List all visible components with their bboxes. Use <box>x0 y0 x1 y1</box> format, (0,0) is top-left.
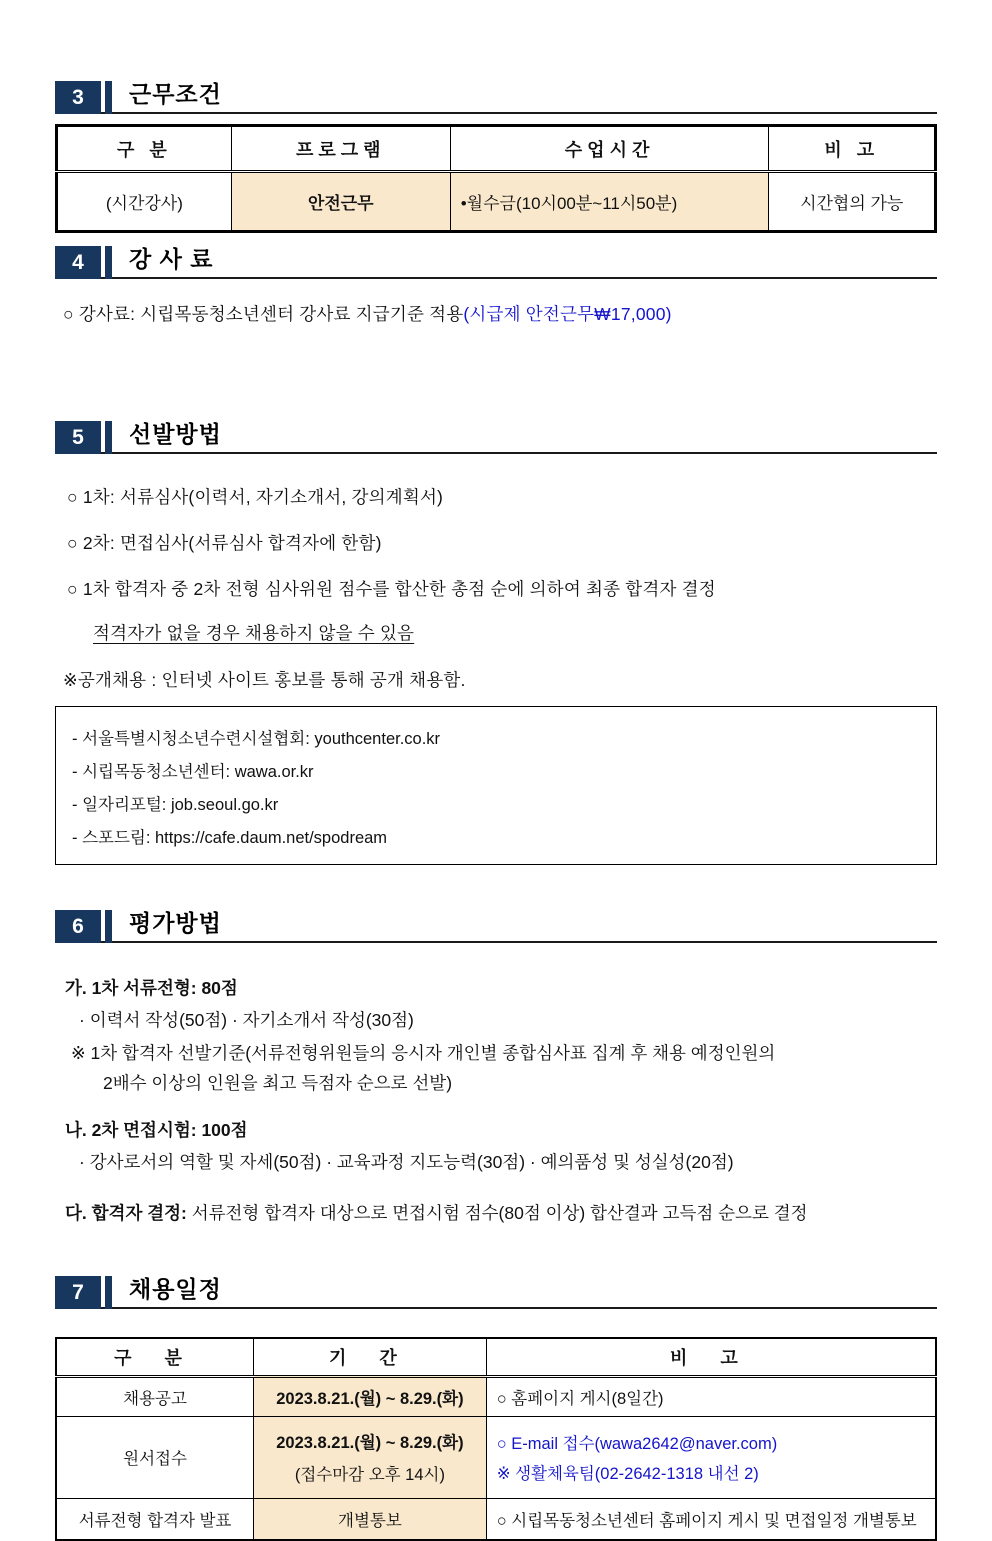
section7-badge-bar <box>105 1276 112 1309</box>
cell-category: (시간강사) <box>57 172 232 232</box>
fee-line <box>63 301 937 326</box>
selection-item-1: ○ 1차: 서류심사(이력서, 자기소개서, 강의계획서) <box>67 487 444 507</box>
work-conditions-table <box>55 124 937 233</box>
schedule-header-row <box>56 1338 936 1376</box>
col-header-category: 구 분 <box>57 126 232 172</box>
selection-warning-text: 적격자가 없을 경우 채용하지 않을 수 있음 <box>93 623 415 643</box>
schedule-row-result <box>56 1498 936 1540</box>
first-round-title: 가. 1차 서류전형: 80점 <box>65 978 238 998</box>
first-round-criteria: · 이력서 작성(50점) · 자기소개서 작성(30점) <box>79 1010 414 1030</box>
site-link-wawa: - 시립목동청소년센터: wawa.or.kr <box>72 763 314 781</box>
first-round-note-line2: 2배수 이상의 인원을 최고 득점자 순으로 선발) <box>103 1073 453 1093</box>
selection-item-2: ○ 2차: 면접심사(서류심사 합격자에 한함) <box>67 533 382 553</box>
section4-header <box>55 243 937 279</box>
second-round-title: 나. 2차 면접시험: 100점 <box>65 1120 248 1140</box>
cell-program: 안전근무 <box>231 172 450 232</box>
cell-category: 채용공고 <box>56 1376 254 1416</box>
col-header-class-time: 수업시간 <box>450 126 769 172</box>
final-decision-label: 다. 합격자 결정: <box>65 1203 187 1223</box>
section7-title: 채용일정 <box>129 1276 222 1302</box>
application-note-email: ○ E-mail 접수(wawa2642@naver.com) <box>496 1435 778 1453</box>
section5-badge-bar <box>105 421 112 454</box>
table-row <box>57 172 936 232</box>
section4-title: 강 사 료 <box>129 246 214 272</box>
section4-number-badge: 4 <box>55 246 101 279</box>
evaluation-second-round <box>65 1117 937 1174</box>
col-header-note: 비 고 <box>769 126 936 172</box>
section4-badge-bar <box>105 246 112 279</box>
section6-header <box>55 907 937 943</box>
col-header-category: 구 분 <box>56 1338 254 1376</box>
cell-period <box>254 1416 487 1498</box>
section5-header <box>55 418 937 454</box>
col-header-note: 비 고 <box>486 1338 936 1376</box>
section5-number-badge: 5 <box>55 421 101 454</box>
section7-header <box>55 1273 937 1309</box>
cell-note: 시간협의 가능 <box>769 172 936 232</box>
site-link-jobseoul: - 일자리포털: job.seoul.go.kr <box>72 796 279 814</box>
cell-class-time: •월수금(10시00분~11시50분) <box>450 172 769 232</box>
cell-period: 2023.8.21.(월) ~ 8.29.(화) <box>254 1376 487 1416</box>
fee-text: ○ 강사료: 시립목동청소년센터 강사료 지급기준 적용 <box>63 304 464 324</box>
evaluation-final-decision <box>65 1200 937 1225</box>
final-decision-text: 서류전형 합격자 대상으로 면접시험 점수(80점 이상) 합산결과 고득점 순으로 결정 <box>186 1203 808 1223</box>
application-period-line2: (접수마감 오후 14시) <box>294 1466 445 1484</box>
first-round-note-line1: ※ 1차 합격자 선발기준(서류전형위원들의 응시자 개인별 종합심사표 집계 후 채용 예정인원의 <box>71 1043 776 1063</box>
schedule-row-announcement <box>56 1376 936 1416</box>
cell-note: ○ 시립목동청소년센터 홈페이지 게시 및 면접일정 개별통보 <box>486 1498 936 1540</box>
section6-badge-bar <box>105 910 112 943</box>
table-header-row <box>57 126 936 172</box>
col-header-program: 프로그램 <box>231 126 450 172</box>
cell-period: 개별통보 <box>254 1498 487 1540</box>
section7-number-badge: 7 <box>55 1276 101 1309</box>
section3-badge-bar <box>105 81 112 114</box>
open-recruitment-note: ※공개채용 : 인터넷 사이트 홍보를 통해 공개 채용함. <box>63 670 466 690</box>
recruitment-sites-box <box>55 706 937 865</box>
fee-highlight: (시급제 안전근무₩17,000) <box>463 304 672 324</box>
cell-category: 원서접수 <box>56 1416 254 1498</box>
second-round-criteria: · 강사로서의 역할 및 자세(50점) · 교육과정 지도능력(30점) · 예의품성 및 성실성(20점) <box>79 1152 734 1172</box>
application-period-line1: 2023.8.21.(월) ~ 8.29.(화) <box>276 1434 464 1452</box>
schedule-row-application <box>56 1416 936 1498</box>
selection-item-3: ○ 1차 합격자 중 2차 전형 심사위원 점수를 합산한 총점 순에 의하여 최종 합격자 결정 <box>67 579 716 599</box>
section3-header <box>55 78 937 114</box>
section5-title: 선발방법 <box>129 421 222 447</box>
section6-title: 평가방법 <box>129 910 222 936</box>
selection-method-list <box>55 484 937 645</box>
cell-note <box>486 1416 936 1498</box>
application-note-phone: ※ 생활체육팀(02-2642-1318 내선 2) <box>496 1465 759 1483</box>
evaluation-first-round <box>65 975 937 1095</box>
section3-title: 근무조건 <box>129 81 222 107</box>
hiring-schedule-table <box>55 1337 937 1541</box>
site-link-spodream: - 스포드림: https://cafe.daum.net/spodream <box>72 829 388 847</box>
cell-note: ○ 홈페이지 게시(8일간) <box>486 1376 936 1416</box>
col-header-period: 기 간 <box>254 1338 487 1376</box>
site-link-youthcenter: - 서울특별시청소년수련시설협회: youthcenter.co.kr <box>72 730 441 748</box>
selection-warning <box>93 620 937 645</box>
section6-number-badge: 6 <box>55 910 101 943</box>
section3-number-badge: 3 <box>55 81 101 114</box>
cell-category: 서류전형 합격자 발표 <box>56 1498 254 1540</box>
